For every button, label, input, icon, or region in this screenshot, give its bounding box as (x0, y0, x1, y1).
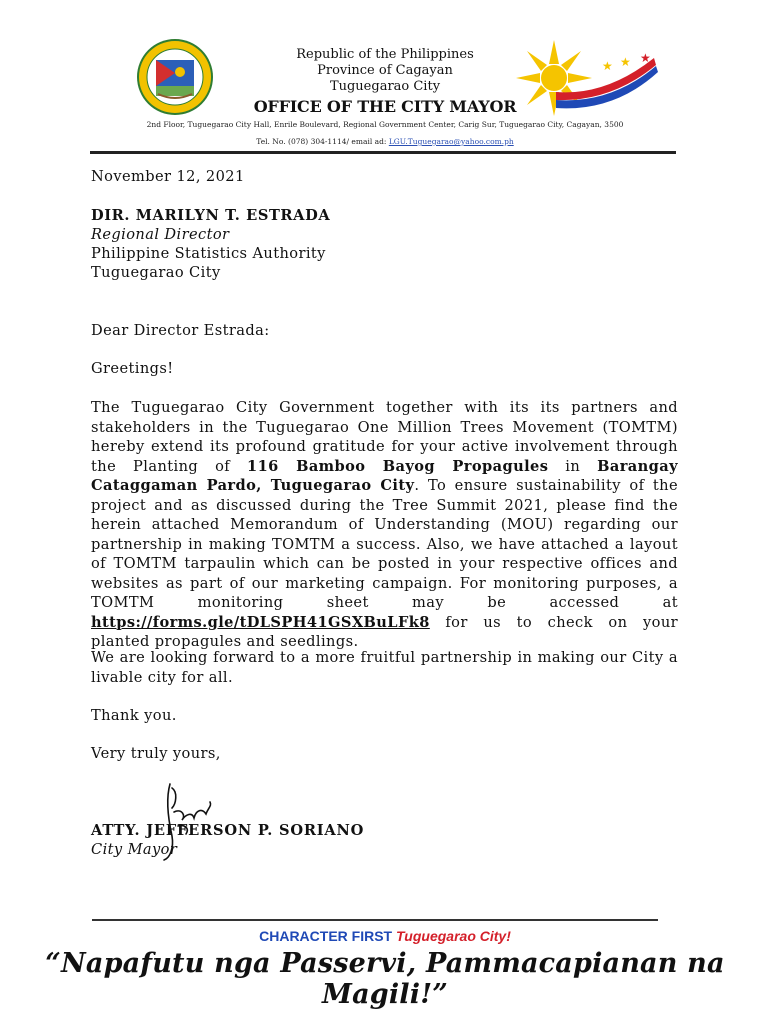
recipient-title: Regional Director (91, 226, 230, 243)
letter-date: November 12, 2021 (91, 168, 245, 185)
telephone-text: Tel. No. (078) 304-1114/ email ad: (256, 137, 389, 146)
republic-line: Republic of the Philippines (296, 47, 474, 62)
city-line: Tuguegarao City (329, 79, 441, 94)
salutation: Dear Director Estrada: (91, 322, 270, 339)
thank-you: Thank you. (91, 707, 177, 724)
closing: Very truly yours, (91, 745, 221, 762)
contact-line (0, 137, 770, 146)
header-divider (90, 151, 676, 154)
philippine-sun-flag-emblem (516, 38, 662, 120)
p1-barangay: Barangay Cataggaman Pardo, Tuguegarao City (91, 457, 678, 494)
p1-text-f: for us to check on your planted propagules and seedlings. (91, 613, 678, 650)
svg-text:★: ★ (640, 51, 651, 65)
p1-text-c: in (548, 457, 598, 475)
monitoring-form-link[interactable]: https://forms.gle/tDLSPH41GSXBuLFk8 (91, 613, 430, 631)
body-paragraph-1 (91, 398, 678, 652)
signatory-name: ATTY. JEFFERSON P. SORIANO (91, 822, 365, 839)
footer-tagline (0, 928, 770, 944)
email-link[interactable]: LGU.Tuguegarao@yahoo.com.ph (388, 137, 514, 146)
office-title: OFFICE OF THE CITY MAYOR (253, 97, 517, 116)
character-first-text: CHARACTER FIRST (259, 928, 393, 944)
footer-divider (92, 919, 658, 921)
office-address: 2nd Floor, Tuguegarao City Hall, Enrile Boulevard, Regional Government Center, Carig Sur, Tuguegarao City, Cagayan, 3500 (146, 120, 624, 129)
city-motto: “Napafutu nga Passervi, Pammacapianan na Magili!” (45, 948, 725, 1010)
p1-text-a: The Tuguegarao City Government together with its its partners and stakeholders in the Tuguegarao One Million Trees Movement (TOMTM) hereby extend its profound gratitude for your active involvement through the Planting of (91, 399, 678, 475)
svg-text:★: ★ (620, 55, 631, 69)
recipient-name: DIR. MARILYN T. ESTRADA (91, 207, 331, 224)
recipient-organization: Philippine Statistics Authority (91, 245, 326, 262)
svg-text:★: ★ (602, 59, 613, 73)
body-paragraph-2: We are looking forward to a more fruitful partnership in making our City a livable city for all. (91, 649, 678, 686)
signatory-title: City Mayor (91, 841, 178, 858)
recipient-city: Tuguegarao City (91, 264, 221, 281)
greeting: Greetings! (91, 360, 174, 377)
p1-text-e: . To ensure sustainability of the project and as discussed during the Tree Summit 2021, please find the herein attached Memorandum of Understanding (MOU) regarding our partnership in making TOMTM a success. Also, we have attached a layout of TOMTM tarpaulin which can be posted in your respective offices and websites as part of our marketing campaign. For monitoring purposes, a TOMTM monitoring sheet may be accessed at (91, 477, 678, 611)
p1-propagules: 116 Bamboo Bayog Propagules (247, 457, 549, 475)
province-line: Province of Cagayan (317, 63, 453, 78)
tuguegarao-city-text: Tuguegarao City! (396, 928, 511, 944)
